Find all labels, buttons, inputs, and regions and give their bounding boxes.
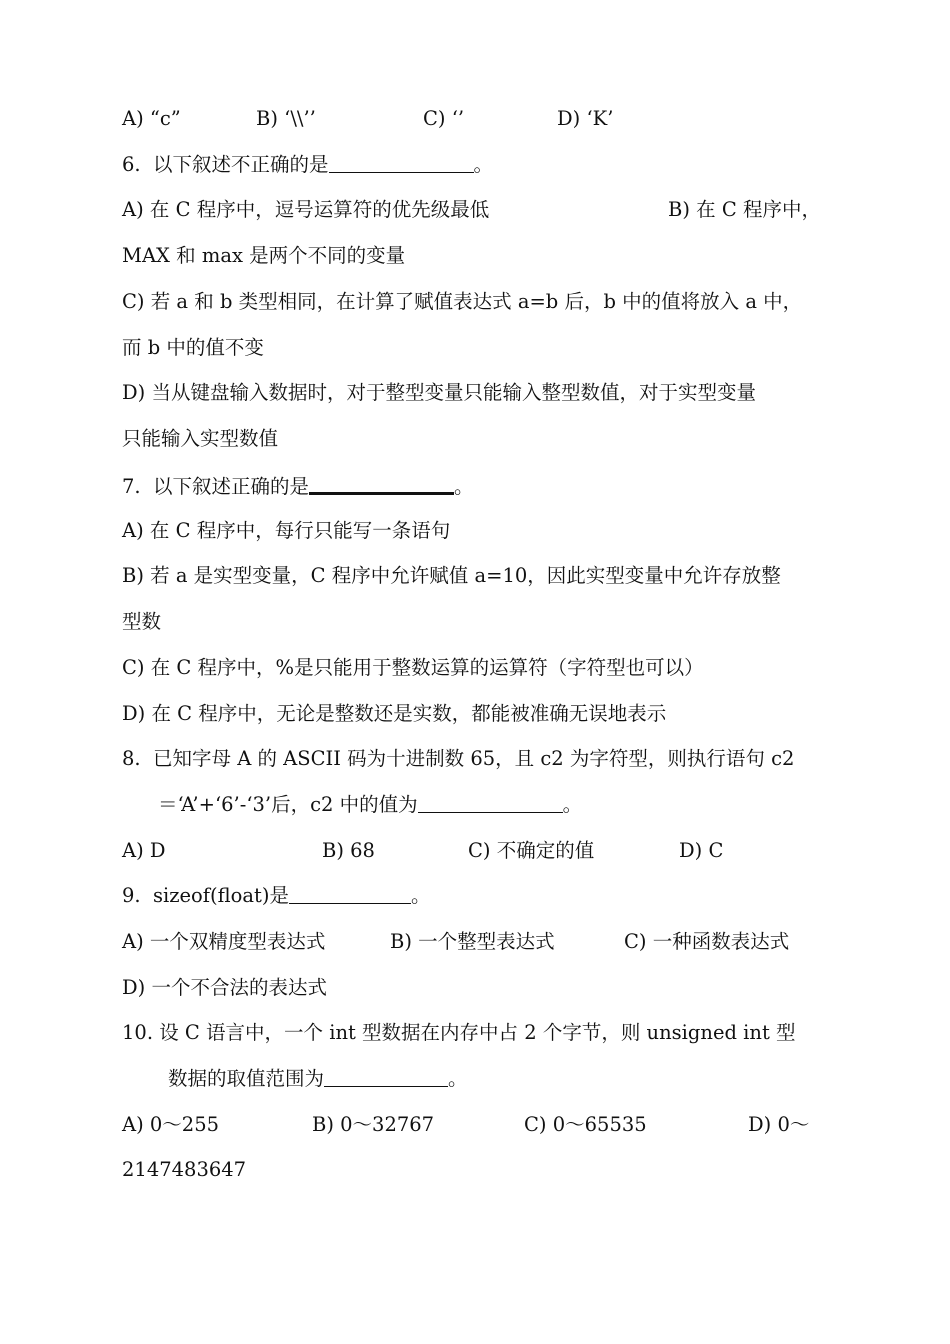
- q6-option-c: C) 若 a 和 b 类型相同，在计算了赋值表达式 a=b 后，b 中的值将放入 a 中，: [122, 290, 803, 313]
- q7-option-c: C) 在 C 程序中，%是只能用于整数运算的运算符（字符型也可以）: [122, 656, 704, 679]
- q10-stem: 10. 设 C 语言中，一个 int 型数据在内存中占 2 个字节，则 unsigned int 型: [122, 1021, 796, 1044]
- q7-end: 。: [454, 475, 474, 498]
- q9-option-c: C) 一种函数表达式: [624, 930, 790, 953]
- q8-option-b: B) 68: [322, 839, 375, 862]
- q9-option-d: D) 一个不合法的表达式: [122, 976, 327, 999]
- q7-answer-blank: [309, 472, 454, 495]
- q7-stem: 7. 以下叙述正确的是: [122, 475, 310, 498]
- q9-stem-line: [122, 883, 430, 909]
- q7-option-a: A) 在 C 程序中，每行只能写一条语句: [122, 519, 451, 542]
- q10-option-a: A) 0～255: [122, 1113, 220, 1136]
- q5-option-a: A) “c”: [122, 107, 181, 130]
- q10-stem-cont: 数据的取值范围为: [168, 1067, 325, 1090]
- q6-option-d-cont: 只能输入实型数值: [122, 427, 279, 450]
- q9-option-b: B) 一个整型表达式: [390, 930, 555, 953]
- q8-option-c: C) 不确定的值: [468, 839, 595, 862]
- q7-option-b-cont: 型数: [122, 610, 162, 633]
- q8-option-a: A) D: [122, 839, 166, 862]
- q6-option-a: A) 在 C 程序中，逗号运算符的优先级最低: [122, 198, 490, 221]
- q6-end: 。: [473, 153, 494, 176]
- q5-option-c: C) ‘’: [423, 107, 465, 130]
- q10-stem-line2: [168, 1066, 468, 1092]
- q7-option-b: B) 若 a 是实型变量，C 程序中允许赋值 a=10，因此实型变量中允许存放整: [122, 564, 781, 587]
- q6-stem: 6. 以下叙述不正确的是: [122, 153, 329, 176]
- q10-answer-blank: [324, 1066, 448, 1087]
- q6-option-d: D) 当从键盘输入数据时，对于整型变量只能输入整型数值，对于实型变量: [122, 381, 756, 404]
- q6-option-c-cont: 而 b 中的值不变: [122, 336, 264, 359]
- q8-stem-line2: [158, 792, 582, 818]
- q9-end: 。: [410, 884, 431, 907]
- q8-option-d: D) C: [679, 839, 724, 862]
- q7-stem-line: [122, 472, 474, 500]
- q5-option-d: D) ‘K’: [557, 107, 614, 130]
- q10-end: 。: [448, 1067, 468, 1090]
- q10-option-d-cont: 2147483647: [122, 1158, 247, 1181]
- q6-answer-blank: [329, 152, 474, 173]
- q8-stem: 8. 已知字母 A 的 ASCII 码为十进制数 65，且 c2 为字符型，则执行语句 c2: [122, 747, 795, 770]
- q9-stem: 9. sizeof(float)是: [122, 884, 289, 907]
- q8-end: 。: [562, 793, 583, 816]
- q10-option-d: D) 0～: [748, 1113, 810, 1136]
- q9-answer-blank: [289, 883, 411, 904]
- q10-option-c: C) 0～65535: [524, 1113, 647, 1136]
- q6-option-b: B) 在 C 程序中，: [668, 198, 821, 221]
- q9-option-a: A) 一个双精度型表达式: [122, 930, 326, 953]
- q10-option-b: B) 0～32767: [312, 1113, 435, 1136]
- q7-option-d: D) 在 C 程序中，无论是整数还是实数，都能被准确无误地表示: [122, 702, 667, 725]
- q8-answer-blank: [418, 792, 563, 813]
- q6-option-b-cont: MAX 和 max 是两个不同的变量: [122, 244, 406, 267]
- q8-stem-cont: ＝‘A’+‘6’-‘3’后，c2 中的值为: [158, 793, 418, 816]
- q5-option-b: B) ‘\\’’: [256, 107, 316, 130]
- q6-stem-line: [122, 152, 493, 178]
